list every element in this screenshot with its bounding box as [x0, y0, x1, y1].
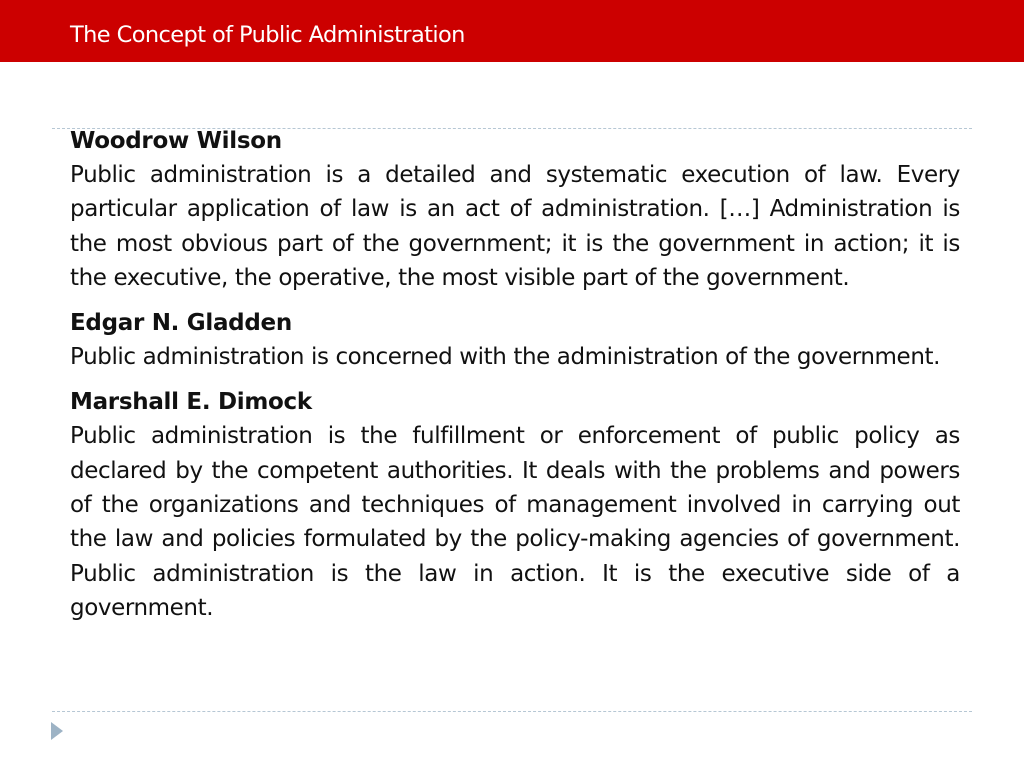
triangle-right-icon[interactable] — [51, 722, 63, 740]
title-bar — [0, 0, 1024, 62]
definition-entry — [70, 306, 960, 374]
definition-text: Public administration is the fulfillment or enforcement of public policy as declared by the competent authorities. It deals with the problems and powers of the organizations and techniques of management involved in carrying out the law and policies formulated by the policy-making agencies of government. Public administration is the law in action. It is the executive side of a government. — [70, 423, 960, 621]
definition-text: Public administration is a detailed and systematic execution of law. Every particular application of law is an act of administration. […] Administration is the most obvious part of the government; it is the government in action; it is the executive, the operative, the most visible part of the government. — [70, 162, 960, 291]
definition-text: Public administration is concerned with the administration of the government. — [70, 344, 941, 371]
bottom-divider — [52, 711, 972, 712]
author-name: Marshall E. Dimock — [70, 389, 312, 416]
slide-content — [70, 124, 960, 636]
slide-title: The Concept of Public Administration — [70, 22, 465, 48]
definition-entry — [70, 124, 960, 295]
author-name: Woodrow Wilson — [70, 128, 282, 154]
author-name: Edgar N. Gladden — [70, 310, 292, 337]
definition-entry — [70, 385, 960, 625]
